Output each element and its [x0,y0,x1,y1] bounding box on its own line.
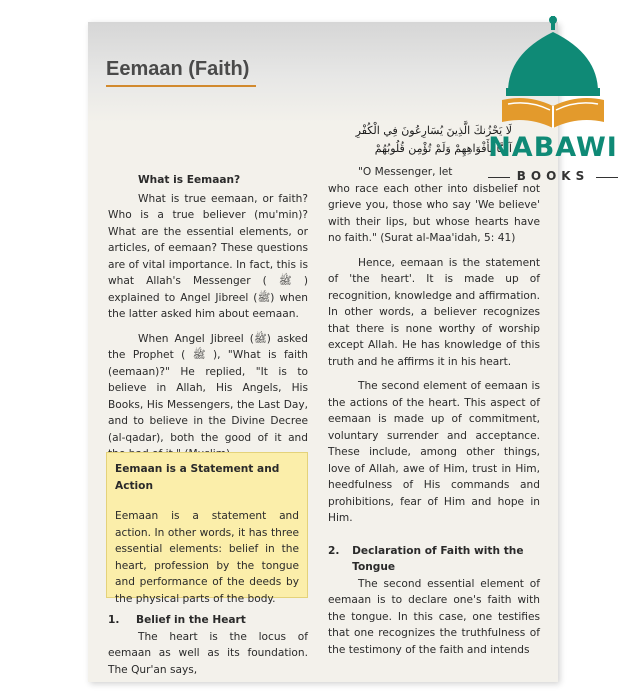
paragraph: Hence, eemaan is the statement of 'the heart'. It is made up of recognition, knowledge and affirmation. In other words, a believer recognizes that there is none worthy of worship except Allah. He has knowledge of this truth and he affirms it in his heart. [328,256,540,368]
paragraph: The second element of eemaan is the actions of the heart. This aspect of eemaan is made up of commitment, voluntary surrender and acceptance. These include, among other things, love of Allah, awe of Him, trust in Him, heedfulness of His commands and prohibitions, fear of Him and hope in Him. [328,380,540,524]
highlight-box [106,452,308,605]
logo-wordmark: NABAWI [488,132,618,163]
dome-book-icon [478,14,628,134]
section-title: Belief in the Heart [136,614,246,626]
logo-subtitle: BOOKS [516,169,590,183]
highlight-title: Eemaan is a Statement and Action [115,463,280,492]
nabawi-books-logo [478,14,628,204]
arabic-line: لَا يَحْزُنكَ الَّذِينَ يُسَارِعُونَ فِي الْكُفْرِ [355,124,512,137]
arabic-line: آمَنَّا بِأَفْوَاهِهِمْ وَلَمْ تُؤْمِن قُلُوبُهُمْ [374,142,512,155]
subheading-what-is-eemaan: What is Eemaan? [138,174,241,186]
section-1 [108,612,308,678]
logo-rule-right [596,177,618,178]
highlight-body: Eemaan is a statement and action. In other words, it has three essential elements: belief in the heart, profession by the tongue and performance of the deeds by the physical parts of the body. [115,510,299,605]
title-underline [106,85,256,87]
section-number: 2. [328,544,340,557]
quote-start: "O Messenger, let [358,166,453,178]
paragraph: The heart is the locus of eemaan as well as its foundation. The Qur'an says, [108,630,308,676]
section-heading [108,612,308,629]
page-title: Eemaan (Faith) [106,58,250,80]
paragraph: When Angel Jibreel (ﷺ) asked the Prophet ( ﷺ ), "What is faith (eemaan)?" He replied, "It is to believe in Allah, His Angels, His Books, His Messengers, the Last Day, and to believe in the Divine Decree (al-qadar), both the good of it and [108,332,309,444]
paragraph: The second essential element of eemaan is to declare one's faith with the tongue. In this case, one testifies that one recognizes the truthfulness of the testimony of the faith and intends [328,577,540,656]
section-title: Declaration of Faith with the Tongue [352,544,524,573]
quote: who race each other into disbelief not grieve you, those who say 'We believe' with their lips, but whose hearts have no faith." (Surat al-Maa'idah, 5: 41) [328,182,540,244]
left-column [108,172,308,463]
section-heading [328,543,540,576]
paragraph: What is true eemaan, or faith? Who is a true believer (mu'min)? What are the essential elements, or articles, of eemaan? These questions are of vital importance. In fact, this is what Allah's Messenger ( ﷺ ) explained to Angel Jibreel (ﷺ) when the latter asked him about eemaan. [108,192,308,320]
section-number: 1. [108,614,120,626]
